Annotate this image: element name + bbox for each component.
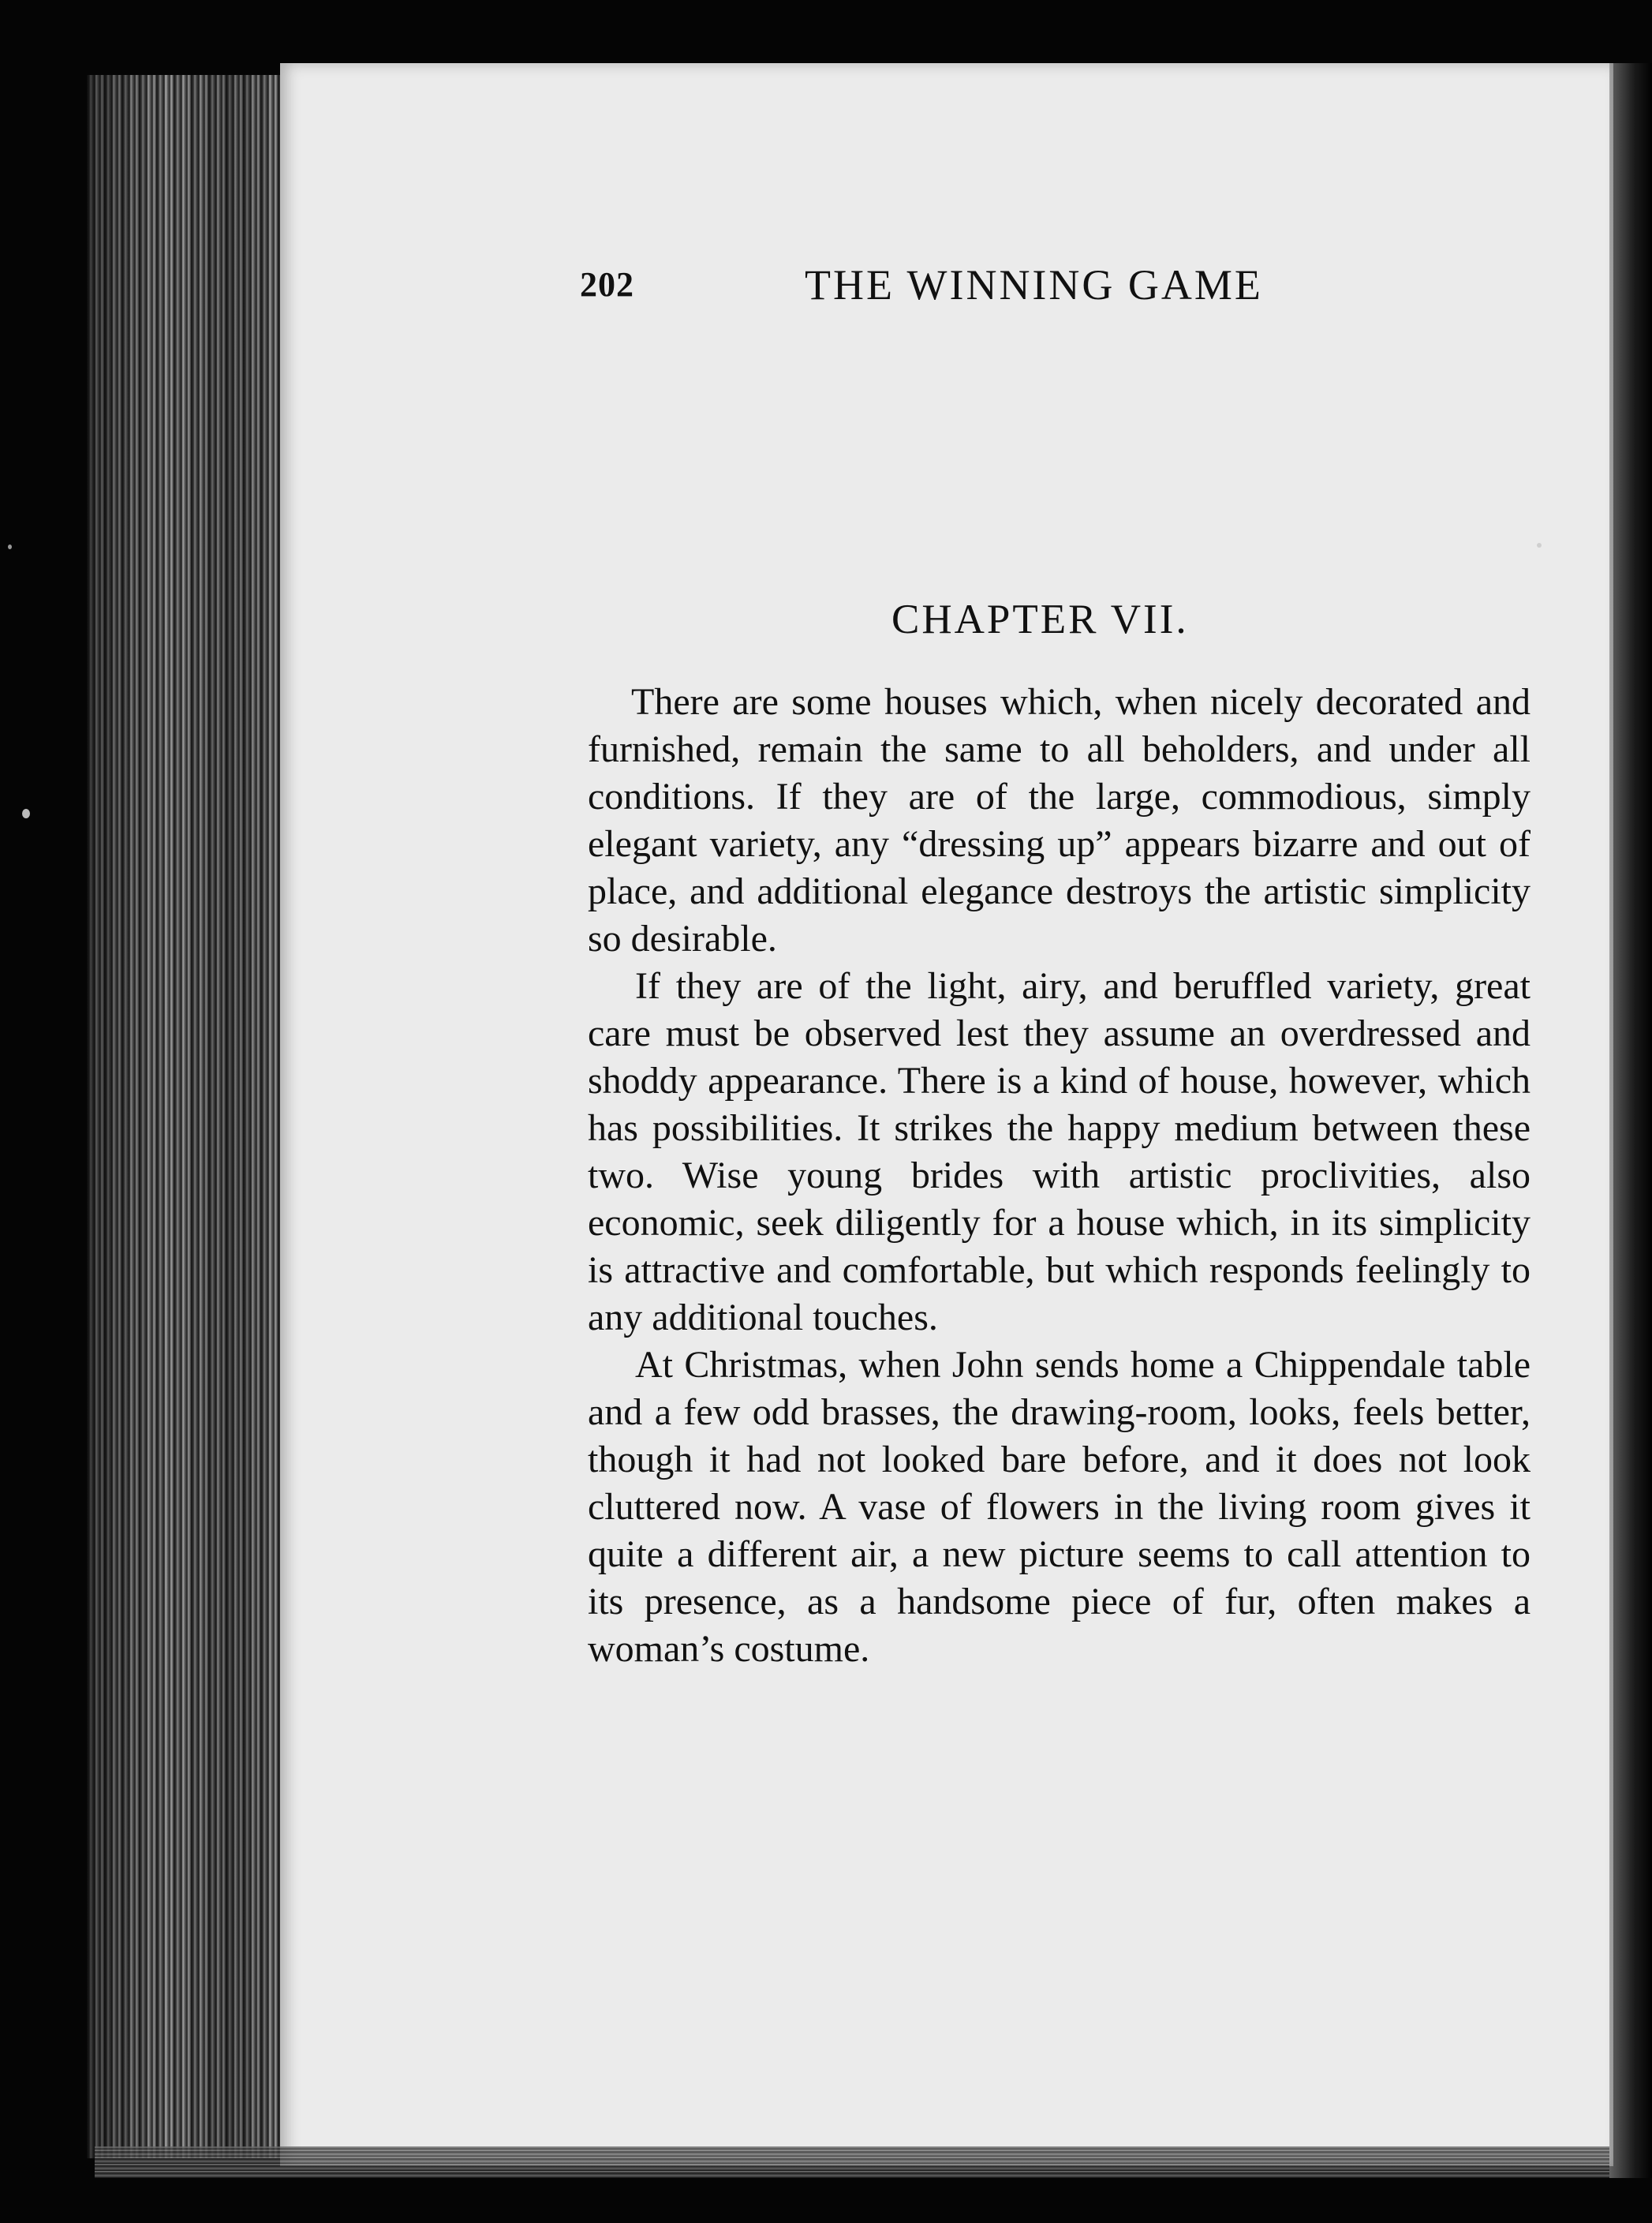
scan-speck: [8, 545, 12, 549]
scan-speck: [1537, 543, 1542, 548]
paragraph: There are some houses which, when nicely decorated and furnished, remain the same to all beholders, and under all conditions. If they are of the large, commodious, simply elegant variety, any “dressing up” appears bizarre and out of place, and additional elegance destroys the artistic simplicity so desirable.: [588, 681, 1531, 960]
paragraph: If they are of the light, airy, and beruffled variety, great care must be observed lest they assume an overdressed and shoddy appearance. There is a kind of house, however, which has possibilities. It strikes the happy medium between these two. Wise young brides with artistic proclivities, also economic, seek diligently for a house which, in its simplicity is attractive and comfortable, but which responds feelingly to any additional touches.: [588, 965, 1531, 1338]
chapter-title: CHAPTER VII.: [891, 597, 1189, 642]
scan-speck: [22, 809, 30, 818]
page-number: 202: [580, 265, 634, 304]
book-page-edges: [87, 75, 292, 2158]
page-right-shadow: [1609, 63, 1652, 2178]
paragraph: At Christmas, when John sends home a Chippendale table and a few odd brasses, the drawing-room, looks, feels better, though it had not looked bare before, and it does not look cluttered now. A vase of flowers in the living room gives it quite a different air, a new picture seems to call attention to its presence, as a handsome piece of fur, often makes a woman’s costume.: [588, 1344, 1531, 1670]
book-bottom-edge: [95, 2146, 1609, 2178]
body-text: [588, 679, 1531, 1673]
running-head-title: THE WINNING GAME: [805, 261, 1263, 309]
